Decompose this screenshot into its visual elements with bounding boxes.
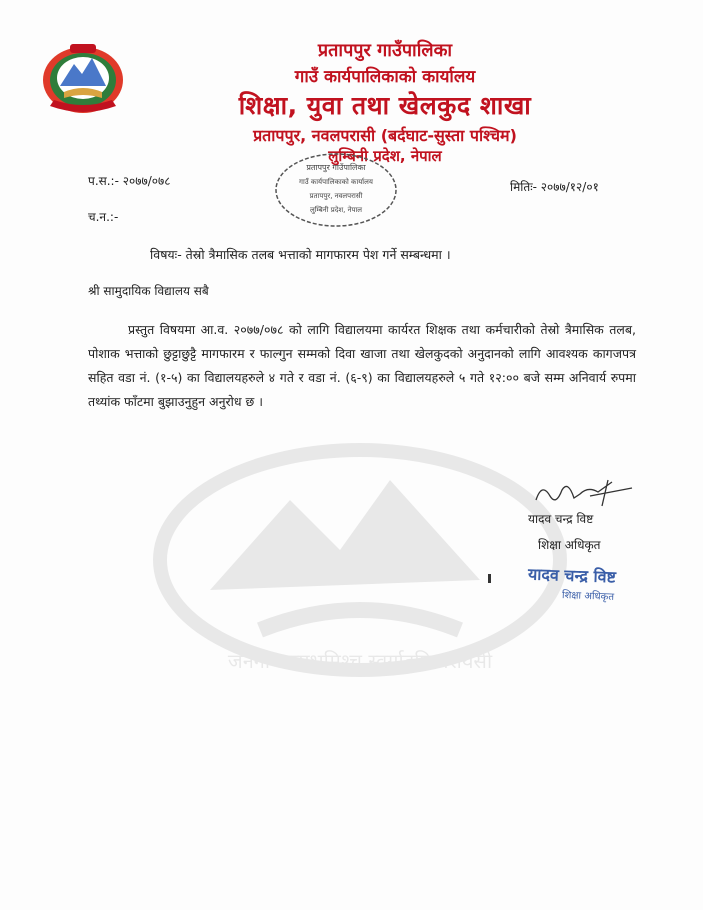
stamp-line-1: प्रतापपुर गाउँपालिका bbox=[306, 163, 366, 172]
header-section: शिक्षा, युवा तथा खेलकुद शाखा bbox=[238, 91, 532, 120]
header-municipality: प्रतापपुर गाउँपालिका bbox=[317, 40, 453, 61]
reference-number: प.स.:- २०७७/०७८ bbox=[88, 174, 171, 188]
letter-date: मितिः- २०७७/१२/०१ bbox=[510, 180, 599, 194]
emblem-watermark bbox=[150, 440, 570, 680]
salutation: श्री सामुदायिक विद्यालय सबै bbox=[88, 284, 209, 298]
watermark-motto: जननी जन्मभूमिश्च स्वर्गादपि गरीयसी bbox=[227, 649, 493, 673]
letter-body: प्रस्तुत विषयमा आ.व. २०७७/०७८ को लागि विद्यालयमा कार्यरत शिक्षक तथा कर्मचारीको तेस्रो त्रैमासिक तलब, पोशाक भत्ताको छुट्टाछुट्टै मागफारम र फाल्गुन सम्मको दिवा खाजा तथा खेलकुदको अनुदानको लागि आवश्यक कागजपत्र सहित वडा नं. (१-५) का विद्यालयहरुले ४ गते र वडा नं. (६-९) का विद्यालयहरुले ५ गते १२:०० बजे सम्म अनिवार्य रुपमा तथ्यांक फाँटमा बुझाउनुहुन अनुरोध छ । bbox=[88, 322, 636, 409]
header-address: प्रतापपुर, नवलपरासी (बर्दघाट-सुस्ता पश्चिम) bbox=[253, 126, 517, 145]
header-office: गाउँ कार्यपालिकाको कार्यालय bbox=[294, 67, 476, 87]
header-province: लुम्बिनी प्रदेश, नेपाल bbox=[328, 147, 442, 165]
stamp-line-3: प्रतापपुर, नवलपरासी bbox=[309, 192, 363, 200]
dispatch-number: च.न.:- bbox=[88, 210, 119, 224]
stamp-line-2: गाउँ कार्यपालिकाको कार्यालय bbox=[299, 178, 373, 186]
handwritten-signature bbox=[528, 476, 638, 510]
name-stamp-name: यादव चन्द्र विष्ट bbox=[527, 564, 617, 587]
stamp-mark bbox=[488, 574, 491, 583]
stamp-line-4: लुम्बिनी प्रदेश, नेपाल bbox=[309, 206, 363, 214]
name-stamp-designation: शिक्षा अधिकृत bbox=[561, 590, 615, 603]
signatory-designation: शिक्षा अधिकृत bbox=[538, 538, 601, 552]
nepal-emblem-logo bbox=[40, 40, 126, 116]
signatory-name: यादव चन्द्र विष्ट bbox=[528, 512, 594, 526]
letter-subject: विषयः- तेस्रो त्रैमासिक तलब भत्ताको मागफारम पेश गर्ने सम्बन्धमा । bbox=[150, 247, 451, 262]
round-office-stamp bbox=[272, 150, 400, 230]
